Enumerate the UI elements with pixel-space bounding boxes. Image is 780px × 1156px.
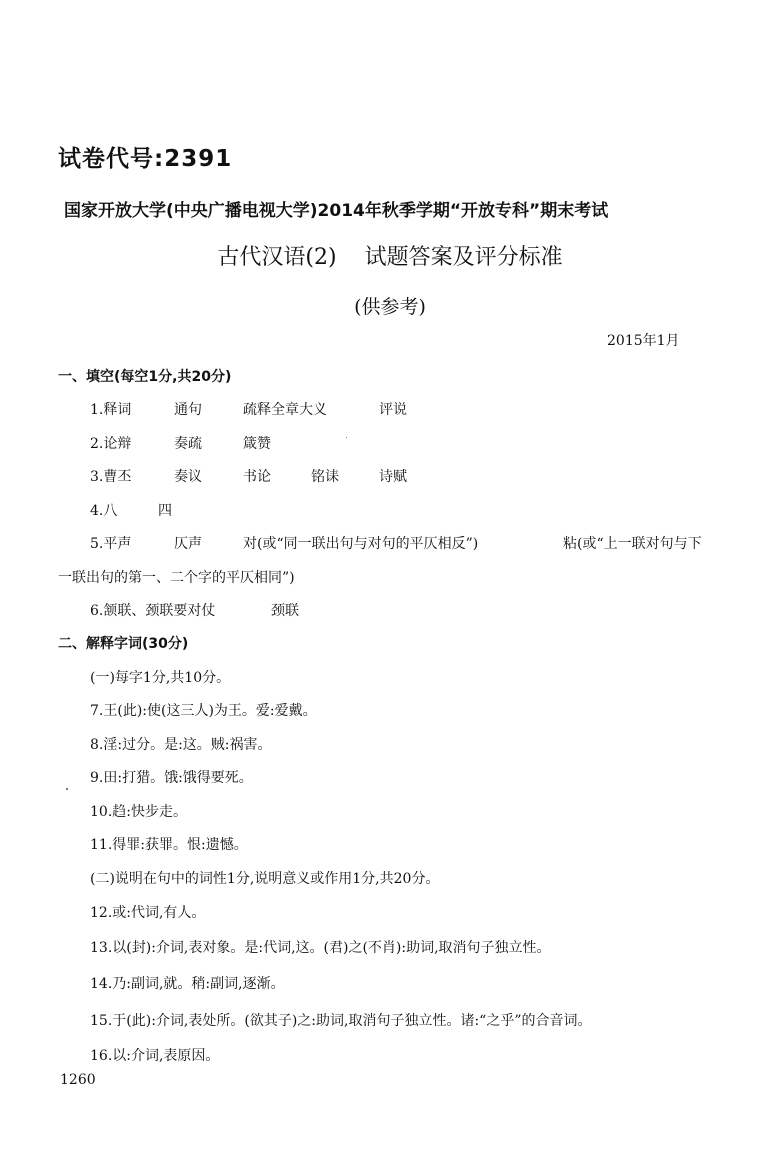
answer-cell: 疏释全章大义: [243, 402, 327, 418]
answer-cell: 奏议: [174, 469, 202, 485]
answer-cell: 颈联: [271, 603, 299, 619]
answer-q8: 8.淫:过分。是:这。贼:祸害。: [90, 737, 272, 753]
answer-q10: 10.趋:快步走。: [90, 804, 187, 820]
answer-row-q2: [90, 433, 271, 453]
answer-cell: 4.八: [90, 503, 118, 519]
answer-q16: 16.以:介词,表原因。: [90, 1048, 220, 1064]
subject-suffix: 试题答案及评分标准: [364, 245, 563, 270]
answer-row-q6: [90, 600, 299, 620]
reference-note: (供参考): [354, 296, 426, 318]
answer-cell: 奏疏: [174, 436, 202, 452]
answer-cell: 铭诔: [311, 469, 339, 485]
answer-cell: 书论: [243, 469, 271, 485]
answer-cell: 5.平声: [90, 536, 132, 552]
answer-cell: 对(或“同一联出句与对句的平仄相反”): [243, 536, 479, 552]
exam-title: 国家开放大学(中央广播电视大学)2014年秋季学期“开放专科”期末考试: [64, 201, 609, 221]
part1-intro: (一)每字1分,共10分。: [90, 670, 231, 686]
section1-heading: 一、填空(每空1分,共20分): [58, 369, 232, 385]
exam-code: 试卷代号:2391: [58, 146, 233, 172]
part2-intro: (二)说明在句中的词性1分,说明意义或作用1分,共20分。: [90, 871, 440, 887]
answer-cell: 粘(或“上一联对句与下: [563, 536, 702, 552]
answer-row-q1: [90, 399, 407, 419]
subject-name: 古代汉语(2): [217, 245, 337, 270]
answer-cell: 诗赋: [379, 469, 407, 485]
answer-row-q3: [90, 466, 407, 486]
answer-row-q5: [90, 533, 702, 553]
answer-q13: 13.以(封):介词,表对象。是:代词,这。(君)之(不肖):助词,取消句子独立性。: [90, 940, 551, 956]
answer-cell: 3.曹丕: [90, 469, 132, 485]
answer-cell: 2.论辩: [90, 436, 132, 452]
exam-date: 2015年1月: [607, 333, 680, 349]
answer-q12: 12.或:代词,有人。: [90, 905, 206, 921]
answer-q7: 7.王(此):使(这三人)为王。爱:爱戴。: [90, 703, 317, 719]
answer-cell: 通句: [174, 402, 202, 418]
answer-q15: 15.于(此):介词,表处所。(欲其子)之:助词,取消句子独立性。诸:“之乎”的合音词。: [90, 1013, 592, 1029]
scan-speck: [66, 788, 68, 790]
answer-cell: 1.释词: [90, 402, 132, 418]
answer-row-q5-cont: 一联出句的第一、二个字的平仄相同”): [58, 570, 295, 586]
answer-q11: 11.得罪:获罪。恨:遗憾。: [90, 837, 248, 853]
answer-cell: 四: [158, 503, 172, 519]
scan-speck: [346, 437, 347, 438]
section2-heading: 二、解释字词(30分): [58, 636, 189, 652]
subject-title: [0, 240, 780, 271]
answer-cell: 6.颔联、颈联要对仗: [90, 603, 216, 619]
page-number: 1260: [60, 1072, 96, 1088]
answer-row-q4: [90, 500, 172, 520]
answer-cell: 评说: [379, 402, 407, 418]
answer-q14: 14.乃:副词,就。稍:副词,逐渐。: [90, 976, 285, 992]
answer-q9: 9.田:打猎。饿:饿得要死。: [90, 770, 253, 786]
answer-cell: 箴赞: [243, 436, 271, 452]
answer-cell: 仄声: [174, 536, 202, 552]
